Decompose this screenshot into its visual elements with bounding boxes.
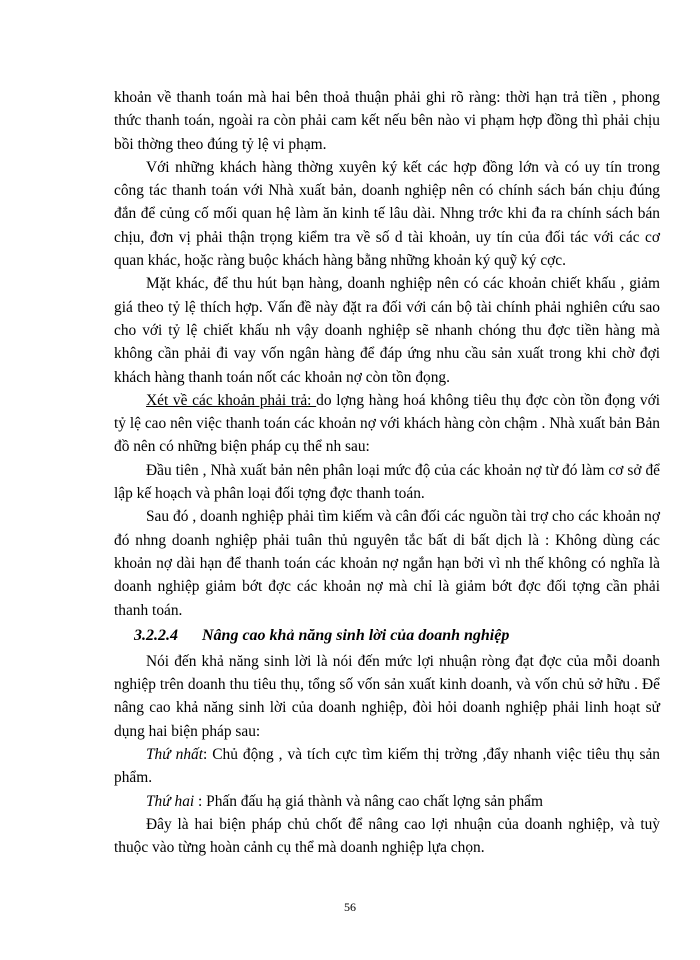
paragraph-second-measure [114,790,660,813]
paragraph-first-step: Đầu tiên , Nhà xuất bản nên phân loại mức độ của các khoản nợ từ đó làm cơ sở để lập kế hoạch và phân loại đối tợng đợc thanh toán. [114,461,660,503]
paragraph-first-measure [114,743,660,790]
second-measure-text: : Phấn đấu hạ giá thành và nâng cao chất lợng sản phẩm [194,792,543,810]
first-measure-lead: Thứ nhất [146,746,203,764]
page-number: 56 [344,900,356,914]
section-title: Nâng cao khả năng sinh lời của doanh nghiệp [202,626,510,644]
section-heading [114,624,660,648]
paragraph-payment-terms: khoản về thanh toán mà hai bên thoả thuận phải ghi rõ ràng: thời hạn trả tiền , phong thức thanh toán, ngoài ra còn phải cam kết nếu bên nào vi phạm hợp đồng thì phải chịu bồi thờng theo đúng tỷ lệ vi phạm. [114,89,660,153]
paragraph-credit-policy: Với những khách hàng thờng xuyên ký kết các hợp đồng lớn và có uy tín trong công tác thanh toán với Nhà xuất bản, doanh nghiệp nên có chính sách bán chịu đúng đắn để củng cố mối quan hệ làm ăn kinh tế lâu dài. Nhng trớc khi đa ra chính sách bán chịu, đơn vị phải thận trọng kiểm tra về số d tài khoản, uy tín của đối tác với các cơ quan khác, hoặc ràng buộc khách hàng bằng những khoản ký quỹ ký cợc. [114,158,660,270]
first-measure-text: : Chủ động , và tích cực tìm kiếm thị trờng ,đẩy nhanh việc tiêu thụ sản phẩm. [114,746,660,787]
paragraph-funding: Sau đó , doanh nghiệp phải tìm kiếm và cân đối các nguồn tài trợ cho các khoản nợ đó nhng doanh nghiệp phải tuân thủ nguyên tắc bất di bất dịch là : Không dùng các khoản nợ dài hạn để thanh toán các khoản nợ ngắn hạn bởi vì nh thế không có nghĩa là doanh nghiệp giảm bớt đợc các khoản nợ mà chỉ là giảm bớt đợc đối tợng cần phải thanh toán. [114,508,660,619]
paragraph-profitability: Nói đến khả năng sinh lời là nói đến mức lợi nhuận ròng đạt đợc của mỗi doanh nghiệp trên doanh thu tiêu thụ, tổng số vốn sản xuất kinh doanh, và vốn chủ sở hữu . Để nâng cao khả năng sinh lời của doanh nghiệp, đòi hỏi doanh nghiệp phải linh hoạt sử dụng hai biện pháp sau: [114,652,660,740]
page-body [114,86,660,860]
payables-lead: Xét về các khoản phải trả: [146,391,317,409]
second-measure-lead: Thứ hai [146,792,195,810]
paragraph-payables [114,389,660,459]
paragraph-conclusion: Đây là hai biện pháp chủ chốt để nâng cao lợi nhuận của doanh nghiệp, và tuỳ thuộc vào từng hoàn cảnh cụ thể mà doanh nghiệp lựa chọn. [114,815,660,857]
payables-text: do lợng hàng hoá không tiêu thụ đợc còn tồn đọng với tỷ lệ cao nên việc thanh toán các khoản nợ với khách hàng còn chậm . Nhà xuất bản Bản đồ nên có những biện pháp cụ thể nh sau: [114,391,660,456]
section-number: 3.2.2.4 [134,626,178,644]
paragraph-discounts: Mặt khác, để thu hút bạn hàng, doanh nghiệp nên có các khoản chiết khấu , giảm giá theo tỷ lệ thích hợp. Vấn đề này đặt ra đối với cán bộ tài chính phải nghiên cứu sao cho với tỷ lệ chiết khấu nh vậy doanh nghiệp sẽ nhanh chóng thu đợc tiền hàng mà không cần phải đi vay vốn ngân hàng để đáp ứng nhu cầu sản xuất trong khi chờ đợi khách hàng thanh toán nốt các khoản nợ còn tồn đọng. [114,275,660,386]
